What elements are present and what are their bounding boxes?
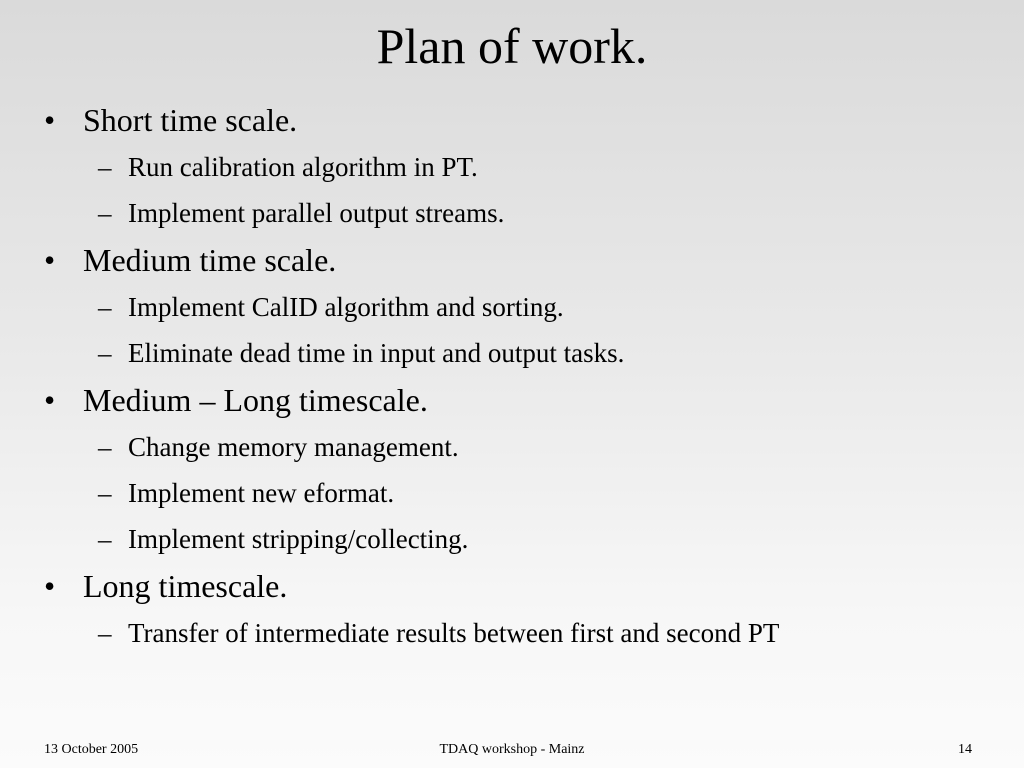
- subbullet-marker: –: [98, 478, 112, 508]
- bullet-long-timescale: [0, 562, 1024, 610]
- bullet-short-time-scale: [0, 96, 1024, 144]
- subbullet-item: [0, 424, 1024, 470]
- slide-body: [0, 96, 1024, 656]
- footer-date: 13 October 2005: [44, 742, 139, 757]
- bullet-text: Medium time scale.: [83, 242, 337, 278]
- subbullet-marker: –: [98, 524, 112, 554]
- subbullet-text: Change memory management.: [128, 432, 459, 462]
- footer-page-number: 14: [958, 742, 972, 757]
- bullet-medium-time-scale: [0, 236, 1024, 284]
- bullet-marker: •: [44, 242, 56, 278]
- subbullet-marker: –: [98, 618, 112, 648]
- bullet-marker: •: [44, 568, 56, 604]
- subbullet-text: Implement new eformat.: [128, 478, 395, 508]
- slide-title: Plan of work.: [376, 18, 648, 74]
- subbullet-marker: –: [98, 292, 112, 322]
- subbullet-item: [0, 144, 1024, 190]
- bullet-text: Long timescale.: [83, 568, 288, 604]
- subbullet-text: Run calibration algorithm in PT.: [128, 152, 478, 182]
- subbullet-text: Transfer of intermediate results between first and second PT: [128, 618, 780, 648]
- subbullet-item: [0, 190, 1024, 236]
- subbullet-item: [0, 284, 1024, 330]
- bullet-marker: •: [44, 382, 56, 418]
- subbullet-text: Implement stripping/collecting.: [128, 524, 469, 554]
- subbullet-item: [0, 470, 1024, 516]
- footer-event: TDAQ workshop - Mainz: [439, 742, 585, 757]
- bullet-medium-long-timescale: [0, 376, 1024, 424]
- subbullet-item: [0, 330, 1024, 376]
- subbullet-item: [0, 516, 1024, 562]
- subbullet-text: Implement CalID algorithm and sorting.: [128, 292, 564, 322]
- subbullet-item: [0, 610, 1024, 656]
- bullet-marker: •: [44, 102, 56, 138]
- subbullet-marker: –: [98, 432, 112, 462]
- subbullet-text: Implement parallel output streams.: [128, 198, 505, 228]
- bullet-text: Medium – Long timescale.: [83, 382, 428, 418]
- subbullet-marker: –: [98, 338, 112, 368]
- subbullet-marker: –: [98, 198, 112, 228]
- subbullet-marker: –: [98, 152, 112, 182]
- bullet-text: Short time scale.: [83, 102, 298, 138]
- subbullet-text: Eliminate dead time in input and output tasks.: [128, 338, 625, 368]
